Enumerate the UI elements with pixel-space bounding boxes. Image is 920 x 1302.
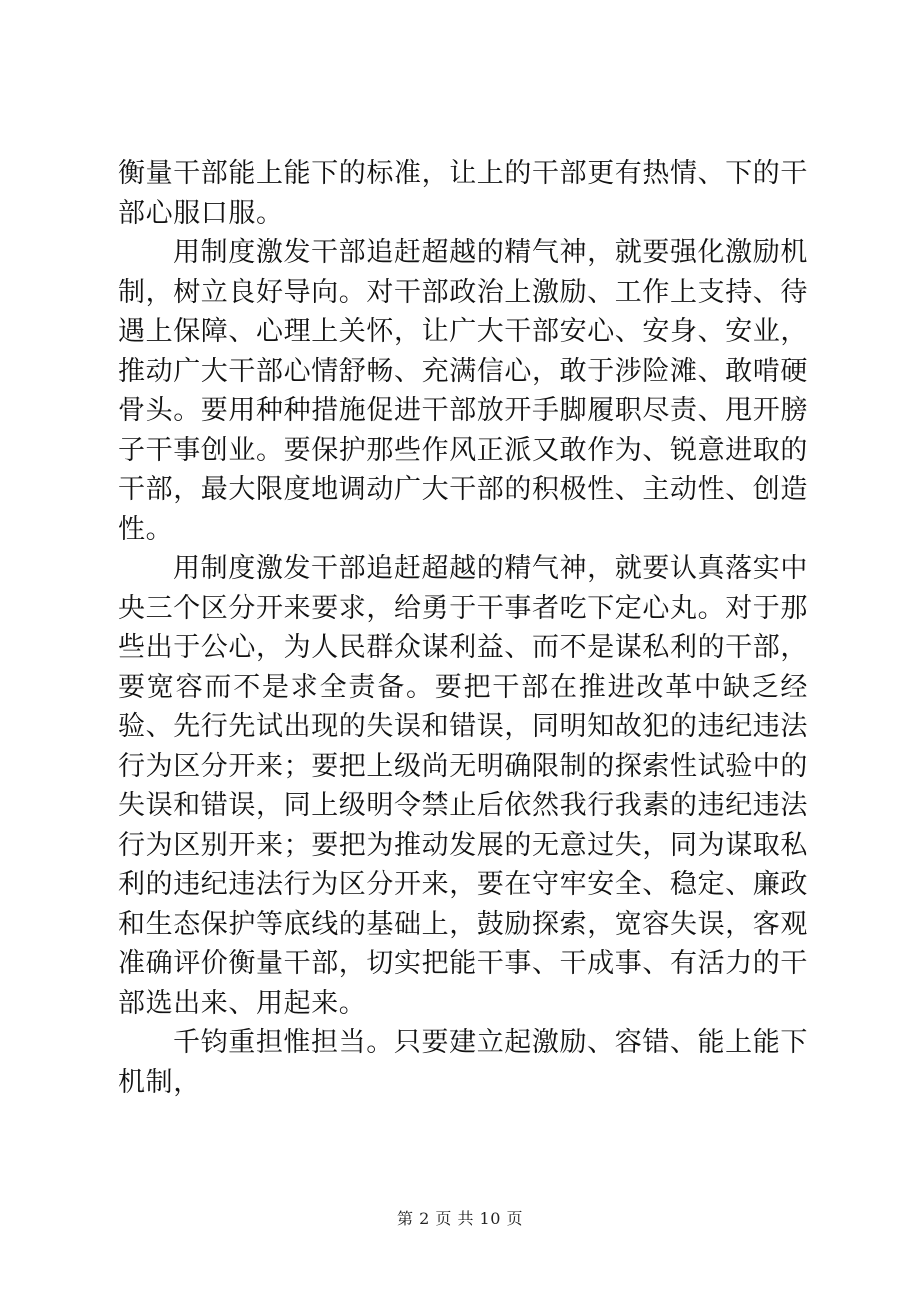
- paragraph-3: 用制度激发干部追赶超越的精气神，就要认真落实中央三个区分开来要求，给勇于干事者吃下定心丸。对于那些出于公心，为人民群众谋利益、而不是谋私利的干部，要宽容而不是求全责备。要把干部在推进改革中缺乏经验、先行先试出现的失误和错误，同明知故犯的违纪违法行为区分开来；要把上级尚无明确限制的探索性试验中的失误和错误，同上级明令禁止后依然我行我素的违纪违法行为区别开来；要把为推动发展的无意过失，同为谋取私利的违纪违法行为区分开来，要在守牢安全、稳定、廉政和生态保护等底线的基础上，鼓励探索，宽容失误，客观准确评价衡量干部，切实把能干事、干成事、有活力的干部选出来、用起来。: [118, 553, 808, 1019]
- paragraph-2: 用制度激发干部追赶超越的精气神，就要强化激励机制，树立良好导向。对干部政治上激励、工作上支持、待遇上保障、心理上关怀，让广大干部安心、安身、安业，推动广大干部心情舒畅、充满信心，敢于涉险滩、敢啃硬骨头。要用种种措施促进干部放开手脚履职尽责、甩开膀子干事创业。要保护那些作风正派又敢作为、锐意进取的干部，最大限度地调动广大干部的积极性、主动性、创造性。: [118, 237, 808, 545]
- paragraph-1: 衡量干部能上能下的标准，让上的干部更有热情、下的干部心服口服。: [118, 158, 808, 229]
- page-number-footer: 第 2 页 共 10 页: [397, 1209, 523, 1228]
- paragraph-4: 千钧重担惟担当。只要建立起激励、容错、能上能下机制，: [118, 1027, 808, 1098]
- document-body: [118, 154, 808, 1102]
